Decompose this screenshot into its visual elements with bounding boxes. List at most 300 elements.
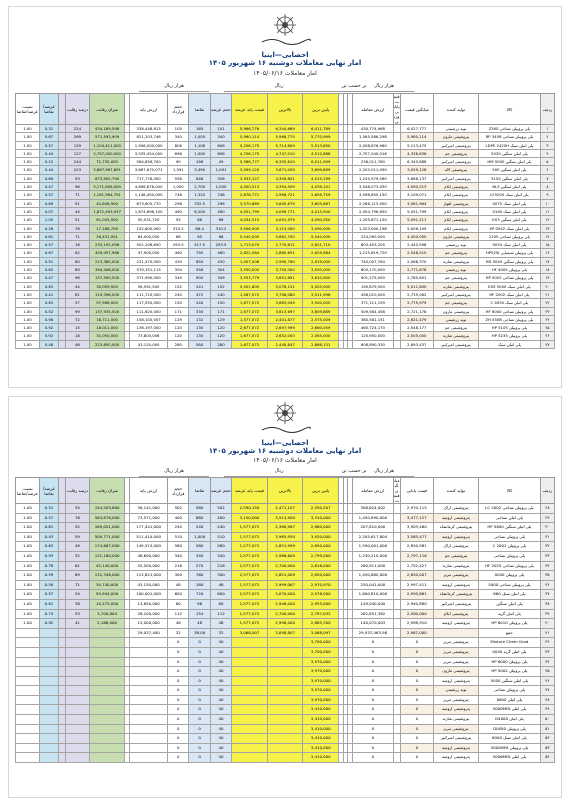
cell-blank <box>58 125 65 133</box>
cell-avg-price: 0 <box>400 647 433 657</box>
column-header-blank <box>339 478 344 504</box>
cell-row-number: ۲۸ <box>540 504 554 514</box>
cell-supply-volume: 300 <box>210 571 231 581</box>
cell-producer: پتروشیمی تبریز <box>433 695 478 705</box>
cell-trade-value: 29,937,463,98 <box>353 628 393 638</box>
cell-contract-volume: 240 <box>168 290 189 298</box>
cell-contract-volume: 152 <box>168 282 189 290</box>
cell-contract-volume: 0 <box>168 676 189 686</box>
column-header-supply-volume: حجم عرضه <box>210 478 231 504</box>
cell-avg-price: 3,061,964 <box>400 199 433 207</box>
cell-blank <box>58 299 65 307</box>
cell-product-name: پلی اتیلن سبک 0034 <box>479 241 541 249</box>
cell-demand: 846 <box>189 174 210 182</box>
cell-base-price: 3,068,007 <box>232 628 268 638</box>
cell-blank <box>343 724 348 734</box>
cell-supply-volume: 430 <box>210 257 231 265</box>
cell-competition-percent <box>66 676 90 686</box>
cell-producer: پتروشیمی شازند <box>433 561 478 571</box>
cell-avg-price: 2,998,910 <box>400 619 433 629</box>
cell-lowest-price: 2,629,984 <box>303 249 339 257</box>
cell-base-price: 4,051,799 <box>232 207 268 215</box>
cell-blank <box>343 561 348 571</box>
cell-blank <box>125 580 130 590</box>
cell-producer: پتروشیمی شازند <box>433 332 478 340</box>
cell-row-number: ۴۵ <box>540 667 554 677</box>
cell-base-value <box>130 705 168 715</box>
cell-row-number: ۳۵ <box>540 571 554 581</box>
cell-highest-price <box>267 638 303 648</box>
cell-lowest-price: 3,970,000 <box>303 686 339 696</box>
cell-blank <box>348 628 353 638</box>
cell-demand: 0 <box>189 667 210 677</box>
cell-competition-percent <box>66 743 90 753</box>
cell-competition-amount: 45,140,000 <box>89 561 125 571</box>
cell-trade-value: 3,596,850,150 <box>353 191 393 199</box>
cell-lowest-price: 3,310,000 <box>303 513 339 523</box>
cell-blank <box>348 724 353 734</box>
cell-demand: 130 <box>189 324 210 332</box>
cell-supply-demand-ratio: 1.00 <box>16 183 40 191</box>
cell-highest-price: 3,098,807 <box>267 628 303 638</box>
cell-producer: نوید زرشیمی <box>433 686 478 696</box>
cell-blank <box>343 619 348 629</box>
cell-blank <box>343 638 348 648</box>
cell-supply-demand: 0.51 <box>39 257 58 265</box>
cell-blank <box>348 667 353 677</box>
cell-blank <box>393 657 400 667</box>
cell-supply-volume: 748 <box>210 191 231 199</box>
cell-blank <box>348 207 353 215</box>
cell-blank <box>58 599 65 609</box>
cell-demand: 196 <box>189 158 210 166</box>
cell-supply-demand-ratio <box>16 628 40 638</box>
cell-trade-value: 190,879,500 <box>353 282 393 290</box>
table-row <box>16 715 555 725</box>
cell-blank <box>125 158 130 166</box>
cell-blank <box>339 715 344 725</box>
cell-trade-value: 0 <box>353 743 393 753</box>
cell-blank <box>58 232 65 240</box>
cell-blank <box>339 340 344 348</box>
cell-product-name: جمع <box>479 628 541 638</box>
cell-lowest-price: 3,068,097 <box>303 628 339 638</box>
cell-trade-value: 0 <box>353 724 393 734</box>
cell-row-number: ۱۸ <box>540 266 554 274</box>
cell-base-price <box>232 638 268 648</box>
cell-avg-price: 3,477,127 <box>400 513 433 523</box>
cell-base-value <box>130 657 168 667</box>
cell-base-value: 579,151,113 <box>130 266 168 274</box>
cell-demand: 556 <box>189 266 210 274</box>
cell-blank <box>125 340 130 348</box>
cell-product-name: پلی پروپیلن شیمیایی HP525J <box>479 249 541 257</box>
cell-lowest-price: 3,970,000 <box>303 695 339 705</box>
cell-blank <box>348 199 353 207</box>
cell-blank <box>58 324 65 332</box>
cell-row-number: ۸ <box>540 183 554 191</box>
cell-base-value: 48,690,000 <box>130 551 168 561</box>
table-row <box>16 657 555 667</box>
cell-base-price: 1,577,072 <box>232 609 268 619</box>
cell-blank <box>339 274 344 282</box>
table-row <box>16 561 555 571</box>
cell-demand: 240 <box>189 523 210 533</box>
cell-base-price: 2,577,072 <box>232 599 268 609</box>
cell-supply-demand: 0.57 <box>39 191 58 199</box>
cell-trade-value: 250,041,000 <box>353 580 393 590</box>
cell-blank <box>58 580 65 590</box>
cell-blank <box>125 224 130 232</box>
cell-demand: 180 <box>189 580 210 590</box>
cell-avg-price: 0 <box>400 734 433 744</box>
cell-base-price: 4,000,513 <box>232 183 268 191</box>
cell-blank <box>125 532 130 542</box>
cell-trade-value: 1,235,979,560 <box>353 174 393 182</box>
cell-blank <box>125 216 130 224</box>
cell-blank <box>339 513 344 523</box>
cell-blank <box>58 133 65 141</box>
cell-blank <box>348 133 353 141</box>
column-header-competition-amount: میزان رقابت <box>89 478 125 504</box>
cell-avg-price: 4,400,050 <box>400 232 433 240</box>
cell-trade-value: 380,581,151 <box>353 315 393 323</box>
cell-supply-demand-ratio: 1.00 <box>16 274 40 282</box>
cell-producer: نوید زرشیمی <box>433 266 478 274</box>
cell-product-name: پلی پروپیلن HP 5002 <box>479 667 541 677</box>
cell-trade-value: 0 <box>353 667 393 677</box>
table-row <box>16 542 555 552</box>
cell-blank <box>58 753 65 763</box>
cell-blank <box>343 199 348 207</box>
cell-lowest-price: 3,511,996 <box>303 290 339 298</box>
cell-highest-price: 6,344,669 <box>267 125 303 133</box>
cell-row-number: ۲۱ <box>540 290 554 298</box>
cell-avg-price: 0 <box>400 657 433 667</box>
cell-blank <box>393 542 400 552</box>
cell-demand: 86.4 <box>189 224 210 232</box>
cell-competition-amount: 509,771,000 <box>89 532 125 542</box>
cell-demand: 38.00 <box>189 628 210 638</box>
cell-supply-demand: 0.78 <box>39 561 58 571</box>
cell-competition-percent: 15 <box>66 324 90 332</box>
cell-avg-price: 2,771,678 <box>400 266 433 274</box>
cell-base-price: 1,677,072 <box>232 307 268 315</box>
cell-blank <box>343 183 348 191</box>
cell-blank <box>343 532 348 542</box>
cell-blank <box>393 715 400 725</box>
cell-blank <box>393 667 400 677</box>
cell-blank <box>343 332 348 340</box>
cell-blank <box>348 647 353 657</box>
cell-highest-price: 2,700,000 <box>267 561 303 571</box>
cell-blank <box>343 513 348 523</box>
cell-blank <box>343 158 348 166</box>
cell-blank <box>58 224 65 232</box>
cell-avg-price: 5,006,109 <box>400 224 433 232</box>
cell-blank <box>339 753 344 763</box>
cell-supply-volume: 48 <box>210 619 231 629</box>
cell-avg-price: 2,997,411 <box>400 580 433 590</box>
column-header-avg-price: قیمت پایانی <box>400 478 433 504</box>
cell-product-name: پلی اتیلن سبک C 4050 <box>479 299 541 307</box>
cell-row-number: ۳۸ <box>540 599 554 609</box>
cell-competition-percent <box>66 705 90 715</box>
cell-blank <box>393 199 400 207</box>
cell-competition-percent: 96 <box>66 274 90 282</box>
cell-product-name: پلی پروپیلن HP 6000 <box>479 657 541 667</box>
cell-blank <box>348 715 353 725</box>
cell-supply-demand-ratio: 1.00 <box>16 523 40 533</box>
cell-supply-demand-ratio: 1.00 <box>16 590 40 600</box>
cell-blank <box>339 332 344 340</box>
cell-blank <box>339 532 344 542</box>
cell-competition-amount: 213,385,000 <box>89 257 125 265</box>
cell-competition-amount: 30,059,500 <box>89 282 125 290</box>
cell-supply-volume: 112 <box>210 609 231 619</box>
cell-competition-amount: 93,944,000 <box>89 590 125 600</box>
cell-blank <box>393 274 400 282</box>
cell-base-value: 564,856,700 <box>130 158 168 166</box>
cell-base-price <box>232 753 268 763</box>
cell-competition-percent: 223 <box>66 166 90 174</box>
cell-row-number: ۳۲ <box>540 542 554 552</box>
cell-producer: پتروشیمی جم <box>433 274 478 282</box>
cell-producer: پتروشیمی امیرکبیر <box>433 734 478 744</box>
cell-avg-price: 0 <box>400 743 433 753</box>
cell-blank <box>343 266 348 274</box>
cell-base-price: 3,150,000 <box>232 513 268 523</box>
cell-supply-volume: 40 <box>210 724 231 734</box>
cell-blank <box>393 191 400 199</box>
cell-base-price: 5,966,776 <box>232 125 268 133</box>
cell-blank <box>125 724 130 734</box>
cell-row-number: ۵۱ <box>540 724 554 734</box>
cell-blank <box>343 324 348 332</box>
cell-supply-volume: 48 <box>210 580 231 590</box>
cell-supply-volume: 606 <box>210 141 231 149</box>
cell-base-value <box>130 686 168 696</box>
cell-blank <box>348 332 353 340</box>
cell-product-name: پلی اتیلن سبک 0190 <box>479 207 541 215</box>
cell-demand: 790 <box>189 249 210 257</box>
cell-avg-price: 2,752,427 <box>400 561 433 571</box>
cell-lowest-price: 2,550,507 <box>303 504 339 514</box>
cell-producer: پتروشیمی جم <box>433 324 478 332</box>
cell-blank <box>125 133 130 141</box>
cell-blank <box>393 257 400 265</box>
cell-blank <box>339 232 344 240</box>
cell-product-name: پلی پروپیلن نساجی HF 2025 <box>479 561 541 571</box>
cell-supply-volume: 152 <box>210 282 231 290</box>
cell-producer: پتروشیمی لاله <box>433 166 478 174</box>
cell-base-value: 338,448,613 <box>130 125 168 133</box>
cell-blank <box>339 158 344 166</box>
cell-demand: 472 <box>189 290 210 298</box>
cell-base-value: 50,031,720 <box>130 216 168 224</box>
cell-base-price: 1,577,072 <box>232 523 268 533</box>
cell-supply-demand: 0.31 <box>39 125 58 133</box>
cell-supply-demand-ratio: 1.00 <box>16 551 40 561</box>
cell-blank <box>339 282 344 290</box>
cell-trade-value: 456,010,000 <box>353 290 393 298</box>
table-row <box>16 743 555 753</box>
cell-supply-demand: 0.50 <box>39 580 58 590</box>
cell-demand: 66 <box>189 216 210 224</box>
cell-base-value: 501,106,650 <box>130 241 168 249</box>
cell-avg-price: 2,775,979 <box>400 299 433 307</box>
cell-supply-demand-ratio: 1.00 <box>16 241 40 249</box>
cell-contract-volume: 48 <box>168 580 189 590</box>
cell-supply-demand-ratio <box>16 676 40 686</box>
cell-contract-volume: 1,591 <box>168 166 189 174</box>
cell-blank <box>339 199 344 207</box>
cell-highest-price: 2,946,000 <box>267 599 303 609</box>
cell-lowest-price: 3,700,000 <box>303 638 339 648</box>
cell-blank <box>343 125 348 133</box>
cell-base-price: 1,577,072 <box>232 532 268 542</box>
cell-blank <box>339 523 344 533</box>
cell-product-name: پلی اتیلن سنگین 5150 <box>479 174 541 182</box>
cell-trade-value: 0 <box>353 734 393 744</box>
cell-base-value: 4,606,676,000 <box>130 183 168 191</box>
cell-supply-volume: 600 <box>210 590 231 600</box>
cell-supply-demand <box>39 657 58 667</box>
cell-avg-price: 2,548,510 <box>400 249 433 257</box>
column-header-blank: قیمت پایانی وزنی <box>393 94 400 124</box>
cell-highest-price: 2,999,067 <box>267 580 303 590</box>
cell-base-price: 2,577,072 <box>232 551 268 561</box>
cell-blank <box>343 753 348 763</box>
cell-producer: پتروشیمی امیرکبیر <box>433 141 478 149</box>
cell-base-value: 221,470,000 <box>130 257 168 265</box>
cell-demand: 680 <box>189 513 210 523</box>
cell-competition-percent <box>66 734 90 744</box>
cell-contract-volume: 310.2 <box>168 224 189 232</box>
cell-base-price: 1,067,072 <box>232 290 268 298</box>
cell-lowest-price: 3,410,000 <box>303 734 339 744</box>
table-row <box>16 141 555 149</box>
cell-supply-demand: 0.28 <box>39 224 58 232</box>
cell-competition-percent: 44 <box>66 207 90 215</box>
cell-product-name: پلی پروپیلن نساجی <box>479 686 541 696</box>
cell-row-number: ۴۴ <box>540 657 554 667</box>
group-label-ton: بر حسب تن <box>309 467 399 477</box>
cell-competition-amount: 233,192,096 <box>89 241 125 249</box>
cell-producer: پتروشیمی مارون <box>433 307 478 315</box>
column-header-competition-percent: درصد رقابت <box>66 478 90 504</box>
cell-blank <box>343 676 348 686</box>
cell-supply-volume: 40 <box>210 657 231 667</box>
cell-blank <box>339 224 344 232</box>
cell-highest-price: 2,880,651 <box>267 249 303 257</box>
cell-supply-volume: 216 <box>210 561 231 571</box>
cell-trade-value: 509,584,458 <box>353 307 393 315</box>
cell-competition-amount: 409,057,966 <box>89 249 125 257</box>
cell-blank <box>125 282 130 290</box>
cell-blank <box>343 340 348 348</box>
cell-row-number: ۵۰ <box>540 715 554 725</box>
cell-supply-volume: 400 <box>210 513 231 523</box>
cell-competition-amount: 873,902,790 <box>89 174 125 182</box>
cell-product-name: پلی اتیلن D4000 <box>479 715 541 725</box>
cell-contract-volume: 240 <box>168 523 189 533</box>
cell-blank <box>393 166 400 174</box>
cell-blank <box>58 734 65 744</box>
cell-base-value: 73,571,000 <box>130 513 168 523</box>
cell-product-name: پلی پروپیلن HP 5235 <box>479 332 541 340</box>
cell-avg-price: 2,850,981 <box>400 542 433 552</box>
cell-competition-percent: 91 <box>66 199 90 207</box>
cell-supply-demand-ratio: 1.00 <box>16 174 40 182</box>
cell-blank <box>343 609 348 619</box>
column-header-producer: تولید کننده <box>433 478 478 504</box>
cell-supply-demand-ratio: 1.00 <box>16 324 40 332</box>
cell-competition-percent <box>66 628 90 638</box>
cell-avg-price: 5,091,211 <box>400 216 433 224</box>
cell-base-value: 12,000,000 <box>130 619 168 629</box>
cell-highest-price: 3,645,679 <box>267 199 303 207</box>
cell-product-name: پلی پروپیلن نساجی <box>479 551 541 561</box>
cell-lowest-price: 2,797,032 <box>303 609 339 619</box>
cell-base-value: 158,100,007 <box>130 315 168 323</box>
cell-avg-price: 0 <box>400 705 433 715</box>
cell-row-number: ۲۹ <box>540 513 554 523</box>
column-header-lowest-price: پایین ترین <box>303 478 339 504</box>
cell-competition-percent: 71 <box>66 580 90 590</box>
cell-blank <box>339 183 344 191</box>
cell-base-value: 111,710,000 <box>130 290 168 298</box>
cell-base-value <box>130 715 168 725</box>
cell-producer: پتروشیمی مارون <box>433 133 478 141</box>
cell-blank <box>393 609 400 619</box>
cell-lowest-price: 3,920,000 <box>303 532 339 542</box>
column-header-product-name: کالا <box>479 94 541 125</box>
cell-product-name: پلی اتیلن سنگین 5050 <box>479 676 541 686</box>
cell-competition-percent: 52 <box>66 551 90 561</box>
cell-competition-amount <box>89 734 125 744</box>
cell-base-price <box>232 705 268 715</box>
cell-base-value: 1,956,000,000 <box>130 141 168 149</box>
cell-trade-value: 2,286,113,900 <box>353 199 393 207</box>
cell-base-price: 4,034,515 <box>232 216 268 224</box>
cell-trade-value: 224,090,000 <box>353 232 393 240</box>
cell-contract-volume: 216 <box>168 561 189 571</box>
cell-blank <box>348 504 353 514</box>
cell-demand: 517.5 <box>189 241 210 249</box>
cell-lowest-price: 2,860,000 <box>303 523 339 533</box>
cell-competition-amount: 18,011,000 <box>89 324 125 332</box>
cell-lowest-price: 2,616,000 <box>303 561 339 571</box>
cell-blank <box>343 216 348 224</box>
table-row <box>16 753 555 763</box>
cell-highest-price: 2,851,009 <box>267 571 303 581</box>
cell-blank <box>339 307 344 315</box>
cell-supply-demand: 0.92 <box>39 324 58 332</box>
cell-base-price: 1,577,072 <box>232 580 268 590</box>
cell-producer: پتروشیمی مارون <box>433 232 478 240</box>
cell-blank <box>125 266 130 274</box>
cell-product-name: پلی اتیلن 5000MFA <box>479 705 541 715</box>
cell-blank <box>125 695 130 705</box>
cell-contract-volume: 48 <box>168 619 189 629</box>
cell-supply-demand: 0.63 <box>39 282 58 290</box>
cell-trade-value: 1,215,819,720 <box>353 249 393 257</box>
cell-demand: 1,000 <box>189 532 210 542</box>
cell-supply-demand-ratio: 1.00 <box>16 561 40 571</box>
cell-base-value: 3,667,670,071 <box>130 166 168 174</box>
cell-blank <box>125 609 130 619</box>
